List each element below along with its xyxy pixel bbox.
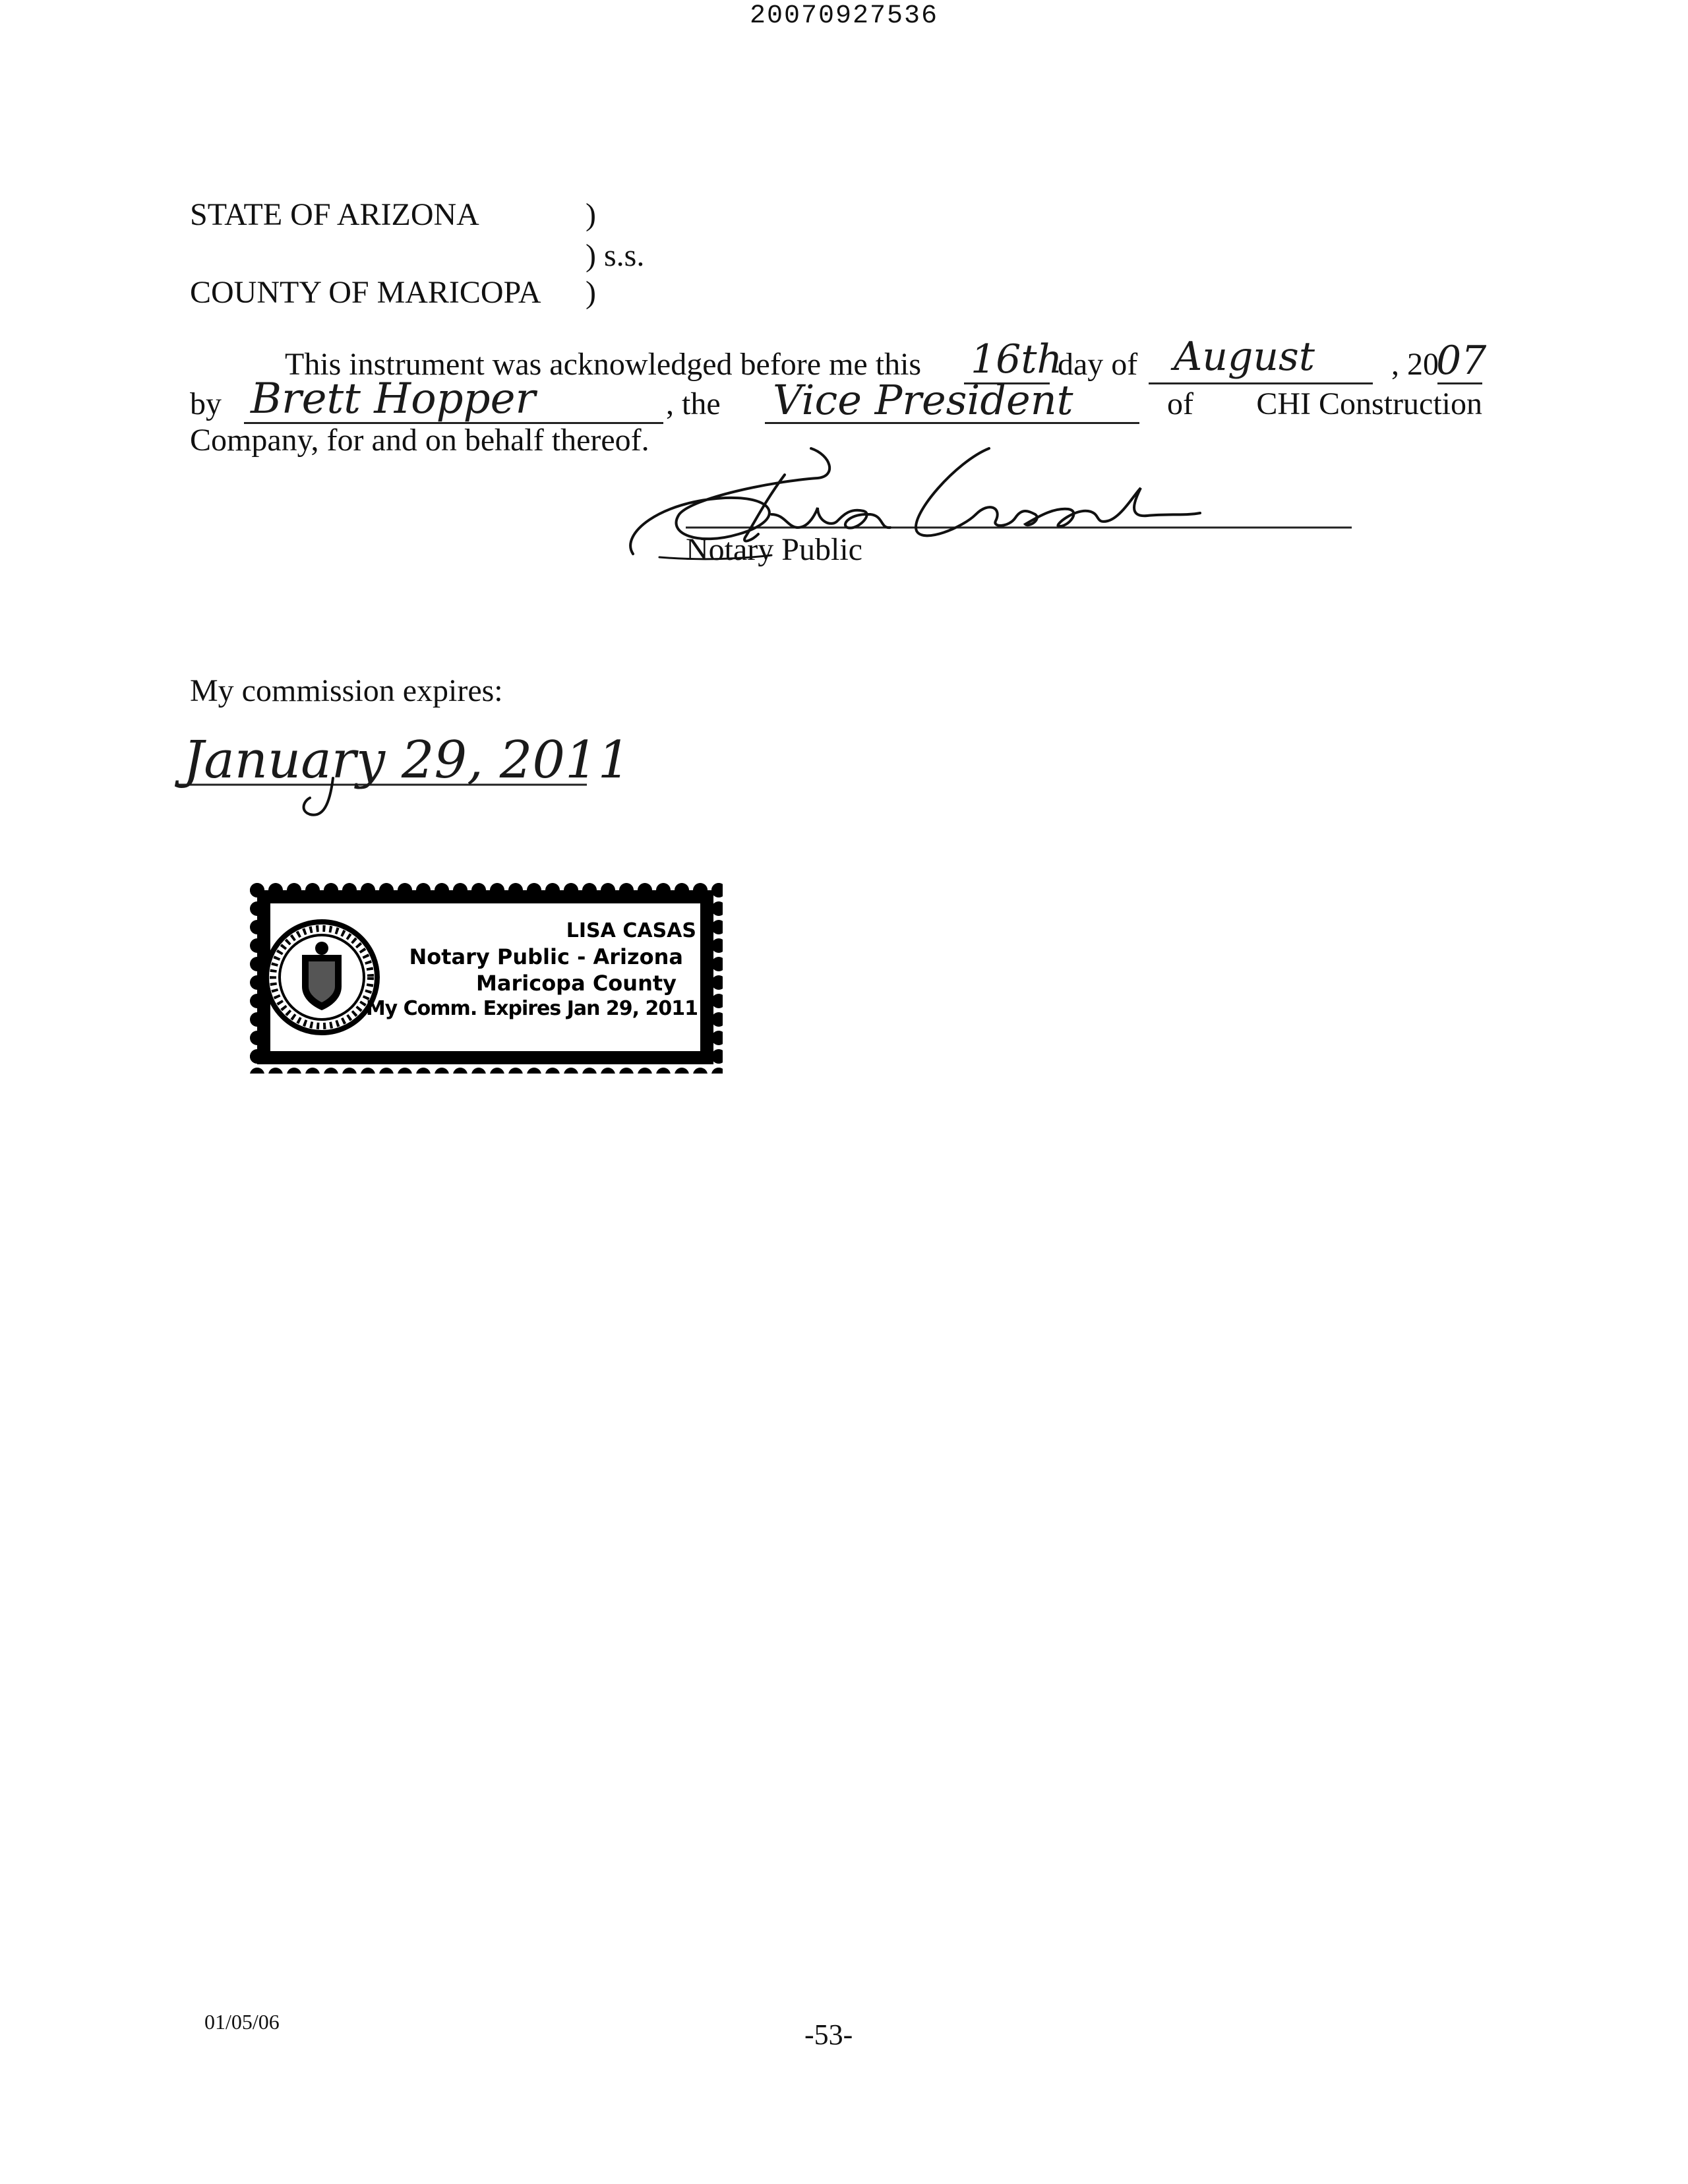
company-name: CHI Construction	[1256, 386, 1482, 421]
day-of-label: day of	[1058, 347, 1138, 382]
stamp-name: LISA CASAS	[566, 919, 696, 942]
handwritten-signer-title: Vice President	[773, 376, 1073, 424]
of-label: of	[1167, 386, 1193, 421]
venue-paren: )	[586, 197, 596, 232]
year-prefix: , 20	[1391, 347, 1439, 382]
notary-stamp	[248, 881, 723, 1074]
venue-paren: )	[586, 275, 596, 310]
handwritten-day: 16th	[971, 336, 1063, 382]
handwritten-signer-name: Brett Hopper	[251, 375, 536, 423]
notary-public-label: Notary Public	[686, 532, 862, 567]
handwritten-expiry-date: January 29, 2011	[183, 731, 631, 790]
acknowledgment-line-1: This instrument was acknowledged before me this	[285, 347, 922, 382]
state-label: STATE OF ARIZONA	[190, 197, 479, 232]
commission-expires-label: My commission expires:	[190, 673, 503, 708]
page-number: -53-	[804, 2018, 853, 2051]
venue-ss: ) s.s.	[586, 238, 645, 273]
stamp-title: Notary Public - Arizona	[409, 944, 683, 969]
month-blank	[1149, 382, 1373, 384]
stamp-county: Maricopa County	[476, 971, 677, 996]
by-label: by	[190, 386, 222, 421]
footer-revision-date: 01/05/06	[204, 2010, 280, 2034]
handwritten-month: August	[1174, 334, 1315, 380]
handwritten-year: 07	[1436, 338, 1487, 384]
stamp-expiry: My Comm. Expires Jan 29, 2011	[365, 997, 698, 1020]
the-label: , the	[666, 386, 721, 421]
county-label: COUNTY OF MARICOPA	[190, 275, 541, 310]
acknowledgment-line-3: Company, for and on behalf thereof.	[190, 423, 649, 458]
document-number: 20070927536	[749, 1, 939, 31]
